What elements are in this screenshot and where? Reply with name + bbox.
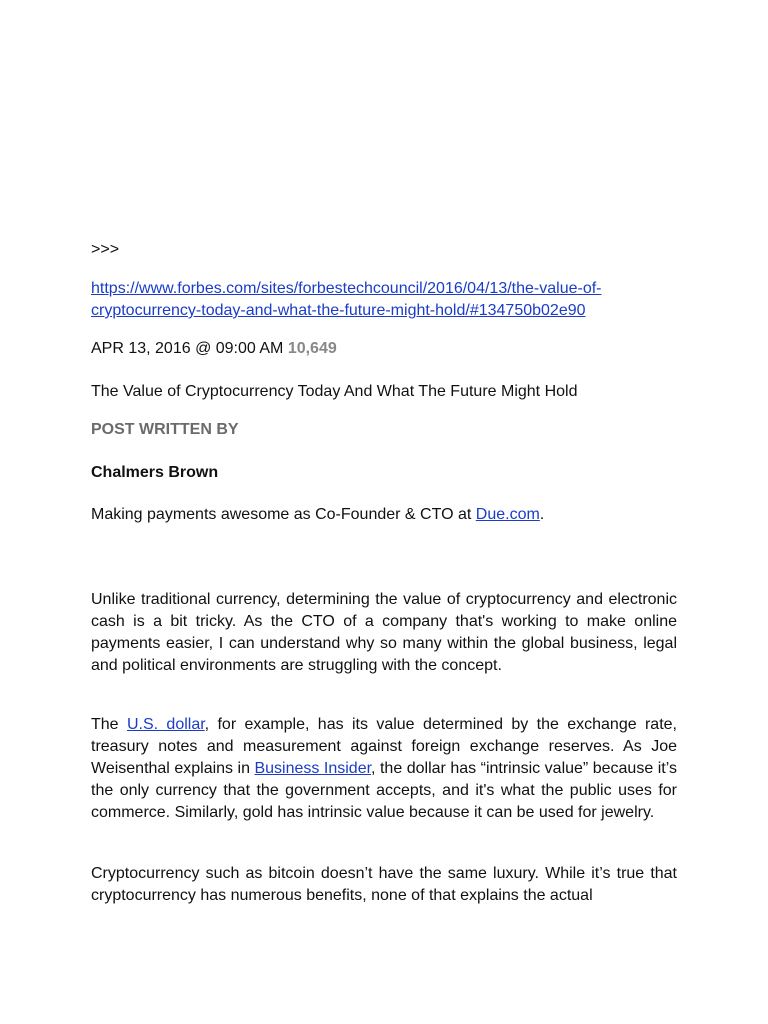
author-name: Chalmers Brown bbox=[91, 464, 219, 481]
dateline bbox=[91, 339, 677, 359]
byline-label: POST WRITTEN BY bbox=[91, 421, 239, 438]
paragraph-2 bbox=[91, 714, 677, 824]
paragraph-2-start: The bbox=[91, 716, 127, 733]
view-count: 10,649 bbox=[287, 340, 337, 357]
article-title: The Value of Cryptocurrency Today And What The Future Might Hold bbox=[91, 383, 578, 400]
source-url-line-1: https://www.forbes.com/sites/forbestechcouncil/2016/04/13/the-value-of- bbox=[91, 280, 602, 297]
author-bio-text: Making payments awesome as Co-Founder & CTO at bbox=[91, 506, 476, 523]
source-url-link[interactable] bbox=[91, 280, 601, 319]
due-com-link[interactable]: Due.com bbox=[475, 506, 540, 523]
paragraph-2-middle: , for example, has its value determined by the exchange rate, treasury notes and measurement against foreign exchange reserves. As Joe Weisenthal explains in bbox=[91, 716, 677, 777]
source-url-line-2: cryptocurrency-today-and-what-the-future-might-hold/#134750b02e90 bbox=[91, 302, 586, 319]
source-url bbox=[91, 278, 677, 322]
business-insider-link[interactable]: Business Insider bbox=[254, 760, 372, 777]
publish-date: APR 13, 2016 @ 09:00 AM bbox=[91, 340, 284, 357]
paragraph-2-end: , the dollar has “intrinsic value” because it’s the only currency that the government accepts, and it's what the public uses for commerce. Similarly, gold has intrinsic value because it can be used for jewelry. bbox=[91, 760, 677, 821]
paragraph-3: Cryptocurrency such as bitcoin doesn’t have the same luxury. While it’s true that cryptocurrency has numerous benefits, none of that explains the actual bbox=[91, 865, 677, 904]
us-dollar-link[interactable]: U.S. dollar bbox=[126, 716, 205, 733]
quote-marker: >>> bbox=[91, 241, 120, 258]
paragraph-1: Unlike traditional currency, determining the value of cryptocurrency and electronic cash is a bit tricky. As the CTO of a company that's working to make online payments easier, I can understand why so many within the global business, legal and political environments are struggling with the concept. bbox=[91, 591, 677, 674]
author-bio bbox=[91, 505, 677, 525]
author-bio-end: . bbox=[539, 506, 545, 523]
